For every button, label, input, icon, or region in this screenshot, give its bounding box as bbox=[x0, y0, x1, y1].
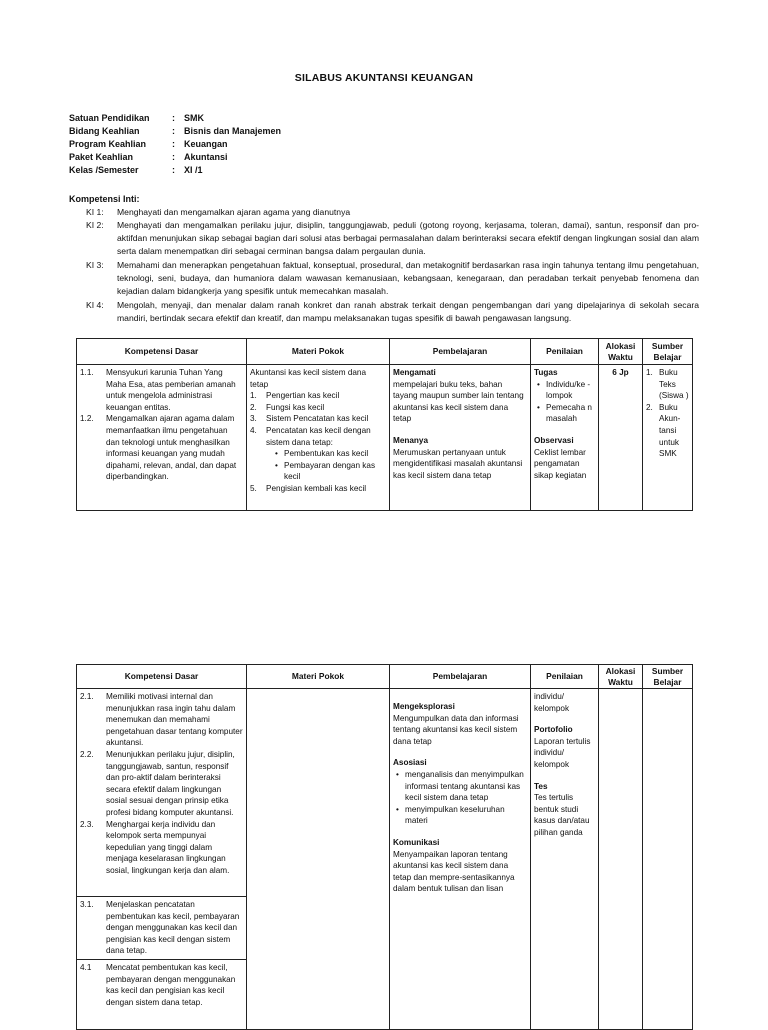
kd-cell bbox=[77, 959, 247, 1029]
header-materi-pokok: Materi Pokok bbox=[247, 665, 390, 689]
ki-item: KI 2: Menghayati dan mengamalkan perilaku jujur, disiplin, tanggungjawab, peduli (gotong royong, kerjasama, toleran, damai), santun, responsif dan pro-aktifdan menunjukan sikap sebagai bagian dari solusi atas berbagai permasalahan dalam berinteraksi secara efektif dengan lingkungan sosial dan alam serta dalam menempatkan diri sebagai cerminan bangsa dalam pergaulan dunia. bbox=[86, 220, 699, 256]
alokasi-cell bbox=[599, 689, 643, 1030]
header-sumber-belajar: Sumber Belajar bbox=[643, 665, 693, 689]
kd-item: 2.2. Menunjukkan perilaku jujur, disiplin, tanggungjawab, santun, responsif dan pro-aktif dalam berinteraksi secara efektif dalam lingkungan sosial sesuai dengan prinsip etika profesi bidang komputer akuntansi. bbox=[80, 749, 235, 817]
header-sumber-belajar: Sumber Belajar bbox=[643, 339, 693, 365]
syllabus-table-1 bbox=[76, 338, 693, 511]
kd-cell bbox=[77, 897, 247, 960]
materi-item: 5. Pengisian kembali kas kecil bbox=[250, 483, 367, 493]
header-penilaian: Penilaian bbox=[531, 339, 599, 365]
kd-item: 3.1. Menjelaskan pencatatan pembentukan kas kecil, pembayaran dengan menggunakan kas kecil dan pengisian kas kecil dengan sistem dana tetap. bbox=[80, 900, 240, 956]
header-pembelajaran: Pembelajaran bbox=[390, 665, 531, 689]
identity-row: Satuan Pendidikan : SMK bbox=[69, 113, 204, 123]
identity-row: Bidang Keahlian : Bisnis dan Manajemen bbox=[69, 126, 282, 136]
sumber-cell bbox=[643, 365, 693, 511]
ki-item: KI 4: Mengolah, menyaji, dan menalar dalam ranah konkret dan ranah abstrak terkait dengan pengembangan dari yang dipelajarinya di sekolah secara mandiri, bertindak secara efektif dan kreatif, dan mampu melaksanakan tugas spesifik di bawah pengawasan langsung. bbox=[86, 300, 699, 323]
materi-item: 4. Pencatatan kas kecil dengan sistem dana tetap: bbox=[250, 425, 371, 447]
ki-item: KI 1: Menghayati dan mengamalkan ajaran agama yang dianutnya bbox=[86, 207, 351, 217]
ki-item: KI 3: Memahami dan menerapkan pengetahuan faktual, konseptual, prosedural, dan metakognitif berdasarkan rasa ingin tahunya tentang ilmu pengetahuan, teknologi, seni, budaya, dan humaniora dalam wawasan kemanusiaan, kebangsaan, kenegaraan, dan peradaban terkait penyebab fenomena dan kejadian dalam bidangkerja yang spesifik untuk memecahkan masalah. bbox=[86, 260, 699, 296]
kd-item: 1.2. Mengamalkan ajaran agama dalam memanfaatkan ilmu pengetahuan dan teknologi untuk menghasilkan informasi keuangan yang mudah dipahami, relevan, andal, dan dapat diperbandingkan. bbox=[80, 414, 237, 482]
alokasi-cell: 6 Jp bbox=[599, 365, 643, 511]
ki-heading: Kompetensi Inti: bbox=[69, 194, 140, 204]
identity-row: Paket Keahlian : Akuntansi bbox=[69, 152, 228, 162]
penilaian-cell: individu/ kelompok Portofolio Laporan tertulis individu/ kelompok Tes Tes tertulis bentuk studi kasus dan/atau pilihan ganda bbox=[531, 689, 599, 1030]
pembelajaran-cell: Mengamati mempelajari buku teks, bahan tayang maupun sumber lain tentang akuntansi kas kecil sistem dana tetap Menanya Merumuskan pertanyaan untuk mengidentifikasi masalah akuntansi kas kecil sistem dana tetap bbox=[390, 365, 531, 511]
sumber-item: 1. Buku Teks (Siswa ) bbox=[646, 368, 689, 401]
materi-item: 3. Sistem Pencatatan kas kecil bbox=[250, 414, 369, 424]
header-kompetensi-dasar: Kompetensi Dasar bbox=[77, 339, 247, 365]
materi-cell bbox=[247, 689, 390, 1030]
syllabus-table-2 bbox=[76, 664, 693, 1030]
kd-item: 4.1 Mencatat pembentukan kas kecil, pembayaran dengan menggunakan kas kecil dan pengisian kas kecil dengan sistem dana tetap. bbox=[80, 962, 236, 1007]
penilaian-cell: Tugas • Individu/ke -lompok • Pemecaha n masalah Observasi Ceklist lembar pengamatan sikap kegiatan bbox=[531, 365, 599, 511]
page-title: SILABUS AKUNTANSI KEUANGAN bbox=[294, 72, 474, 84]
header-materi-pokok: Materi Pokok bbox=[247, 339, 390, 365]
materi-item: 1. Pengertian kas kecil bbox=[250, 391, 340, 401]
materi-item: 2. Fungsi kas kecil bbox=[250, 402, 325, 412]
identity-row: Kelas /Semester : XI /1 bbox=[69, 165, 203, 175]
sumber-item: 2. Buku Akun-tansi untuk SMK bbox=[646, 402, 681, 459]
header-alokasi-waktu: Alokasi Waktu bbox=[599, 665, 643, 689]
pembelajaran-cell: Mengeksplorasi Mengumpulkan data dan informasi tentang akuntansi kas kecil sistem dana tetap Asosiasi • menganalisis dan menyimpulkan informasi tentang akuntansi kas kecil sistem dana tetap • menyimpulkan keseluruhan materi Komunikasi Menyampaikan laporan tentang akuntansi kas kecil sistem dana tetap dan mempre-sentasikannya dalam bentuk tulisan dan lisan bbox=[390, 689, 531, 1030]
kd-item: 1.1. Mensyukuri karunia Tuhan Yang Maha Esa, atas pemberian amanah untuk mengelola administrasi keuangan entitas. bbox=[80, 368, 236, 412]
identity-row: Program Keahlian : Keuangan bbox=[69, 139, 228, 149]
tugas-list: • Individu/ke -lompok • Pemecaha n masalah bbox=[534, 379, 595, 425]
header-alokasi-waktu: Alokasi Waktu bbox=[599, 339, 643, 365]
kd-item: 2.3. Menghargai kerja individu dan kelompok serta mempunyai kepedulian yang tinggi dalam menjaga keselarasan lingkungan sosial, lingkungan kerja dan alam. bbox=[80, 819, 230, 875]
header-penilaian: Penilaian bbox=[531, 665, 599, 689]
materi-sub-list: • Pembentukan kas kecil • Pembayaran dengan kas kecil bbox=[250, 448, 386, 483]
kd-item: 2.1. Memiliki motivasi internal dan menunjukkan rasa ingin tahu dalam menemukan dan memahami pengetahuan dasar tentang komputer akuntansi. bbox=[80, 692, 243, 748]
header-kompetensi-dasar: Kompetensi Dasar bbox=[77, 665, 247, 689]
kd-cell bbox=[77, 365, 247, 511]
header-pembelajaran: Pembelajaran bbox=[390, 339, 531, 365]
sumber-cell bbox=[643, 689, 693, 1030]
materi-cell: Akuntansi kas kecil sistem dana tetap 1. Pengertian kas kecil 2. Fungsi kas kecil 3. Sistem Pencatatan kas kecil 4. Pencatatan kas kecil dengan sistem dana tetap: • Pembentukan kas kecil • Pembayaran dengan kas kecil 5. Pengisian kembali kas kecil bbox=[247, 365, 390, 511]
kd-cell bbox=[77, 689, 247, 897]
asosiasi-list: • menganalisis dan menyimpulkan informasi tentang akuntansi kas kecil sistem dana tetap • menyimpulkan keseluruhan materi bbox=[393, 769, 527, 827]
